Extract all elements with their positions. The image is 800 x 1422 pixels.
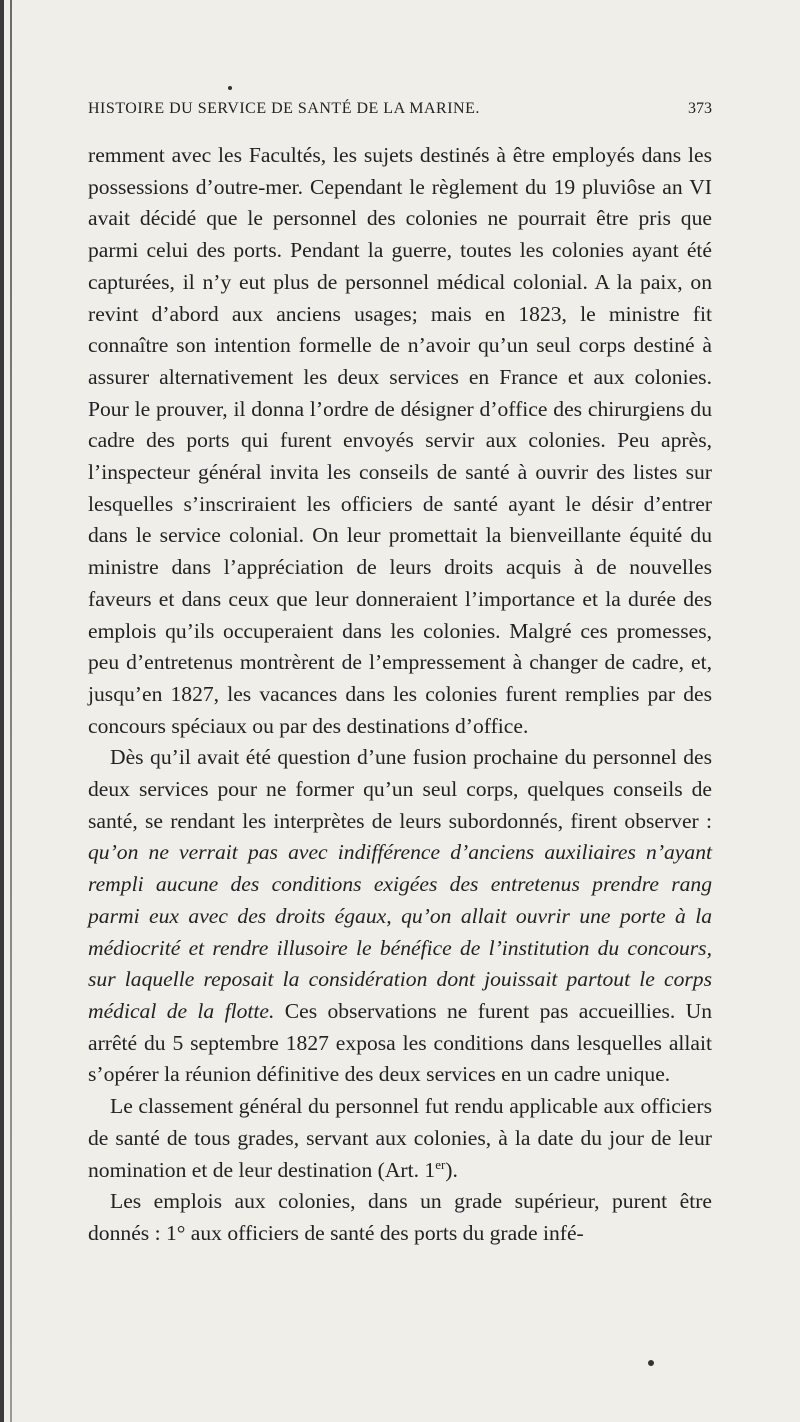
ink-speck (648, 1360, 654, 1366)
paragraph-2-start: Dès qu’il avait été question d’une fusion prochaine du personnel des deux services pour ne former qu’un seul corps, quelques conseils de santé, se rendant les interprètes de leurs subordonnés, firent observer : (88, 745, 712, 833)
paragraph-3 (88, 1091, 712, 1186)
body-text (88, 140, 712, 1250)
running-header (88, 100, 712, 118)
page-edge-line (10, 0, 12, 1422)
paragraph-3-superscript: er (435, 1156, 446, 1172)
paragraph-2 (88, 742, 712, 1091)
paragraph-2-quote: qu’on ne verrait pas avec indifférence d’anciens auxiliaires n’ayant rempli aucune des conditions exigées des entretenus prendre rang parmi eux avec des droits égaux, qu’on allait ouvrir une porte à la médiocrité et rendre illusoire le bénéfice de l’institution du concours, sur laquelle reposait la considération dont jouissait partout le corps médical de la flotte. (88, 840, 712, 1023)
ink-speck (228, 86, 232, 90)
binding-edge (0, 0, 4, 1422)
page-number: 373 (688, 100, 712, 117)
paragraph-1: remment avec les Facultés, les sujets destinés à être employés dans les possessions d’outre-mer. Cependant le règlement du 19 pluviôse an VI avait décidé que le personnel des colonies ne pourrait être pris que parmi celui des ports. Pendant la guerre, toutes les colonies ayant été capturées, il n’y eut plus de personnel médical colonial. A la paix, on revint d’abord aux anciens usages; mais en 1823, le ministre fit connaître son intention formelle de n’avoir qu’un seul corps destiné à assurer alternativement les deux services en France et aux colonies. Pour le prouver, il donna l’ordre de désigner d’office des chirurgiens du cadre des ports qui furent envoyés servir aux colonies. Peu après, l’inspecteur général invita les conseils de santé à ouvrir des listes sur lesquelles s’inscriraient les officiers de santé ayant le désir d’entrer dans le service colonial. On leur promettait la bienveillante équité du ministre dans l’appréciation de leurs droits acquis à de nouvelles faveurs et dans ceux que leur donneraient l’importance et la durée des emplois qu’ils occuperaient dans les colonies. Malgré ces promesses, peu d’entretenus montrèrent de l’empressement à changer de cadre, et, jusqu’en 1827, les vacances dans les colonies furent remplies par des concours spéciaux ou par des destinations d’office. (88, 143, 712, 738)
paragraph-3-end: ). (445, 1157, 458, 1182)
running-title: HISTOIRE DU SERVICE DE SANTÉ DE LA MARINE. (88, 100, 480, 117)
paragraph-4: Les emplois aux colonies, dans un grade supérieur, purent être donnés : 1° aux officiers de santé des ports du grade infé- (88, 1189, 712, 1245)
paragraph-3-start: Le classement général du personnel fut rendu applicable aux officiers de santé de tous grades, servant aux colonies, à la date du jour de leur nomination et de leur destination (Art. 1 (88, 1094, 712, 1182)
paragraph-2-end: Ces observations ne furent pas accueillies. Un arrêté du 5 septembre 1827 exposa les conditions dans lesquelles allait s’opérer la réunion définitive des deux services en un cadre unique. (88, 998, 712, 1087)
